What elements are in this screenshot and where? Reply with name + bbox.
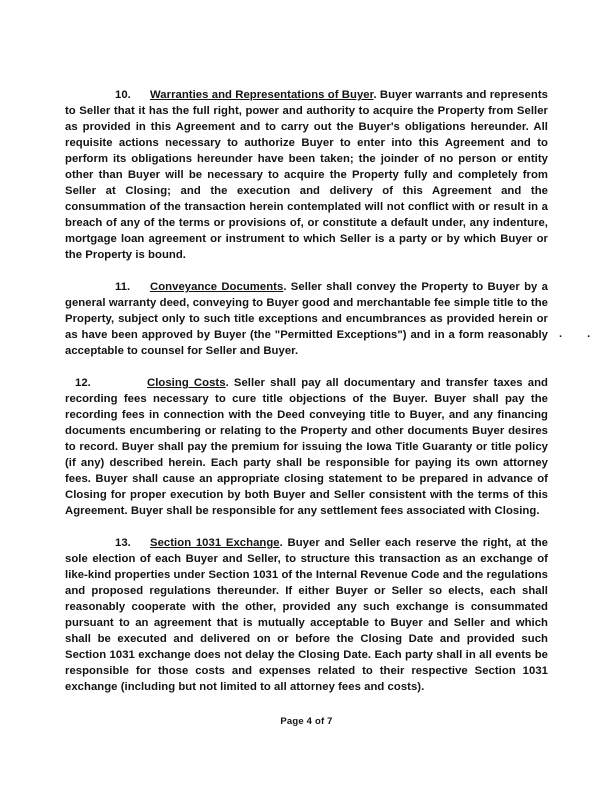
page-number-footer: Page 4 of 7 — [280, 716, 333, 727]
section-heading: Closing Costs — [147, 377, 226, 389]
section-heading: Warranties and Representations of Buyer — [150, 89, 374, 101]
contract-paragraph-11 — [65, 279, 548, 359]
section-heading: Section 1031 Exchange — [150, 537, 280, 549]
section-number: 10. — [115, 89, 131, 101]
contract-text-block — [65, 87, 548, 711]
contract-paragraph-12 — [65, 375, 548, 519]
section-body-text: . Seller shall convey the Property to Buyer by a general warranty deed, conveying to Buyer good and merchantable fee simple title to the Property, subject only to such title exceptions and encumbrances as provided herein or as have been approved by Buyer (the "Permitted Exceptions") and in a form reasonably acceptable to counsel for Seller and Buyer. — [65, 281, 548, 357]
section-body-text: . Buyer warrants and represents to Seller that it has the full right, power and authority to acquire the Property from Seller as provided in this Agreement and to carry out the Buyer's obligations hereunder. All requisite actions necessary to authorize Buyer to enter into this Agreement and to perform its obligations hereunder have been taken; the joinder of no person or entity other than Buyer will be necessary to acquire the Property fully and completely from Seller at Closing; and the execution and delivery of this Agreement and the consummation of the transaction herein contemplated will not conflict with or result in a breach of any of the terms or provisions of, or constitute a default under, any indenture, mortgage loan agreement or instrument to which Seller is a party or by which Buyer or the Property is bound. — [65, 89, 548, 261]
section-heading: Conveyance Documents — [150, 281, 284, 293]
section-body-text: . Buyer and Seller each reserve the right, at the sole election of each Buyer and Seller, to structure this transaction as an exchange of like-kind properties under Section 1031 of the Internal Revenue Code and the regulations and proposed regulations thereunder. If either Buyer or Seller so elects, each shall reasonably cooperate with the other, provided any such exchange is consummated pursuant to an agreement that is mutually acceptable to Buyer and Seller and which shall be executed and delivered on or before the Closing Date and provided such Section 1031 exchange does not delay the Closing Date. Each party shall in all events be responsible for those costs and expenses related to their respective Section 1031 exchange (including but not limited to all attorney fees and costs). — [65, 537, 548, 693]
contract-paragraph-13 — [65, 535, 548, 695]
scan-artifact-dots: . . — [559, 328, 602, 340]
section-number: 12. — [75, 377, 91, 389]
contract-paragraph-10 — [65, 87, 548, 263]
section-body-text: . Seller shall pay all documentary and transfer taxes and recording fees necessary to cure title objections of the Buyer. Buyer shall pay the recording fees in connection with the Deed conveying title to Buyer, and any financing documents encumbering or relating to the Property and other documents Buyer desires to record. Buyer shall pay the premium for issuing the Iowa Title Guaranty or title policy (if any) described herein. Each party shall be responsible for paying its own attorney fees. Buyer shall cause an appropriate closing statement to be prepared in advance of Closing for proper execution by both Buyer and Seller consistent with the terms of this Agreement. Buyer shall be responsible for any settlement fees associated with Closing. — [65, 377, 548, 517]
section-number: 11. — [115, 281, 131, 293]
section-number: 13. — [115, 537, 131, 549]
